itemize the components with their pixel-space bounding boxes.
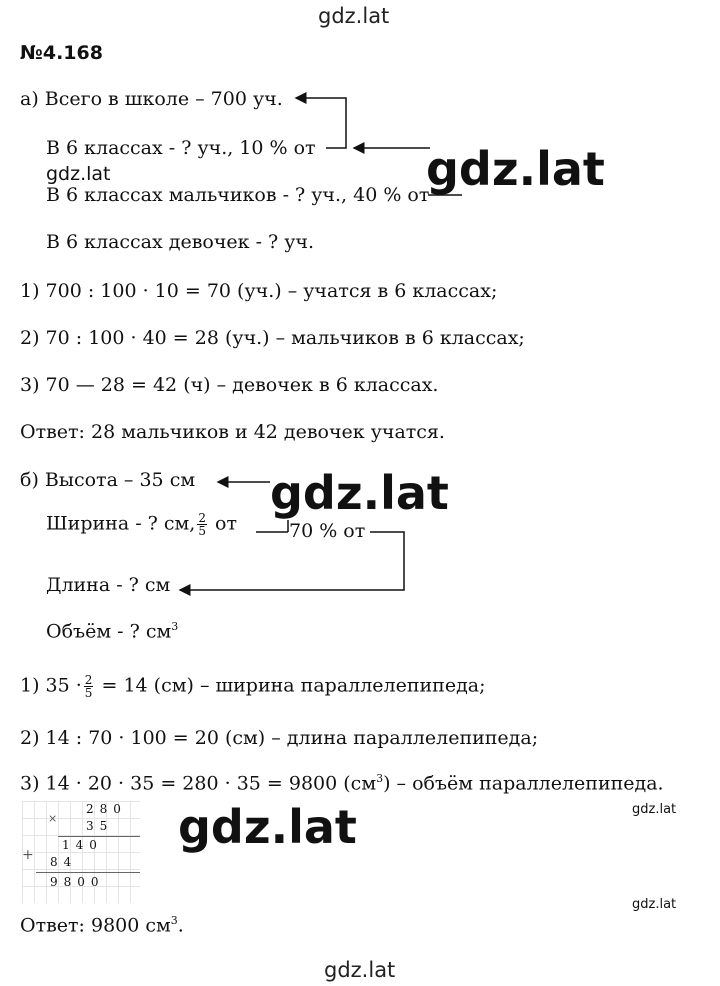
part-a-girls: В 6 классах девочек - ? уч. <box>46 231 315 253</box>
part-a-answer: Ответ: 28 мальчиков и 42 девочек учатся. <box>20 421 445 443</box>
part-b-step-1 <box>20 674 486 699</box>
step3-a: 3) 14 · 20 · 35 = 280 · 35 = 9800 (см <box>20 772 377 795</box>
calc-row-result: 9800 <box>50 875 105 889</box>
step3-sup: 3 <box>376 772 384 785</box>
part-a-step-2: 2) 70 : 100 · 40 = 28 (уч.) – мальчиков в 6 классах; <box>20 327 525 349</box>
part-a-step-3: 3) 70 — 28 = 42 (ч) – девочек в 6 классах. <box>20 374 439 396</box>
part-b-volume <box>46 620 178 642</box>
column-multiplication <box>22 801 140 903</box>
fraction-two-fifths-step <box>84 674 94 699</box>
answer-prefix: Ответ: 9800 см <box>20 914 171 937</box>
part-b-length: Длина - ? см <box>46 574 171 596</box>
problem-number: №4.168 <box>20 42 103 64</box>
part-b-width <box>46 512 237 537</box>
calc-line-2 <box>36 872 140 873</box>
part-b-step-3 <box>20 772 664 794</box>
watermark-top: gdz.lat <box>318 4 390 28</box>
fraction-numerator: 2 <box>84 673 93 687</box>
part-a-step-1: 1) 700 : 100 · 10 = 70 (уч.) – учатся в 6 классах; <box>20 280 498 302</box>
part-b-step-2: 2) 14 : 70 · 100 = 20 (см) – длина параллелепипеда; <box>20 727 539 749</box>
calc-row-partial-2: 84 <box>50 855 78 869</box>
times-sign: × <box>48 812 64 825</box>
fraction-numerator: 2 <box>198 511 206 525</box>
calc-row-multiplier: 35 <box>86 819 114 833</box>
fraction-denominator: 5 <box>84 686 93 700</box>
part-b-percent-note: 70 % от <box>289 520 366 542</box>
step3-b: ) – объём параллелепипеда. <box>383 772 664 795</box>
watermark-big-1: gdz.lat <box>426 142 605 196</box>
part-a-boys: В 6 классах мальчиков - ? уч., 40 % от <box>46 184 430 206</box>
fraction-two-fifths <box>197 512 207 537</box>
answer-suffix: . <box>177 914 184 937</box>
watermark-small-2: gdz.lat <box>632 897 677 912</box>
watermark-big-2: gdz.lat <box>270 466 449 520</box>
watermark-small-1: gdz.lat <box>632 802 677 817</box>
calc-row-partial-1: 140 <box>62 838 103 852</box>
fraction-denominator: 5 <box>198 524 206 538</box>
width-prefix: Ширина - ? см, <box>46 512 196 535</box>
part-a-sixth-grade: В 6 классах - ? уч., 10 % от <box>46 137 316 159</box>
part-b-height: б) Высота – 35 см <box>20 469 196 491</box>
width-suffix: от <box>215 512 237 535</box>
volume-sup: 3 <box>171 620 179 633</box>
watermark-bottom: gdz.lat <box>324 958 396 982</box>
calc-row-multiplicand: 280 <box>86 802 127 816</box>
plus-sign: + <box>22 847 40 863</box>
answer-sup: 3 <box>170 914 178 927</box>
volume-prefix: Объём - ? см <box>46 620 172 643</box>
watermark-mid: gdz.lat <box>46 163 111 185</box>
step1-prefix: 1) 35 · <box>20 674 82 697</box>
step1-suffix: = 14 (см) – ширина параллелепипеда; <box>101 674 486 697</box>
watermark-big-3: gdz.lat <box>178 800 357 854</box>
part-b-answer <box>20 914 184 936</box>
part-a-total: а) Всего в школе – 700 уч. <box>20 88 283 110</box>
